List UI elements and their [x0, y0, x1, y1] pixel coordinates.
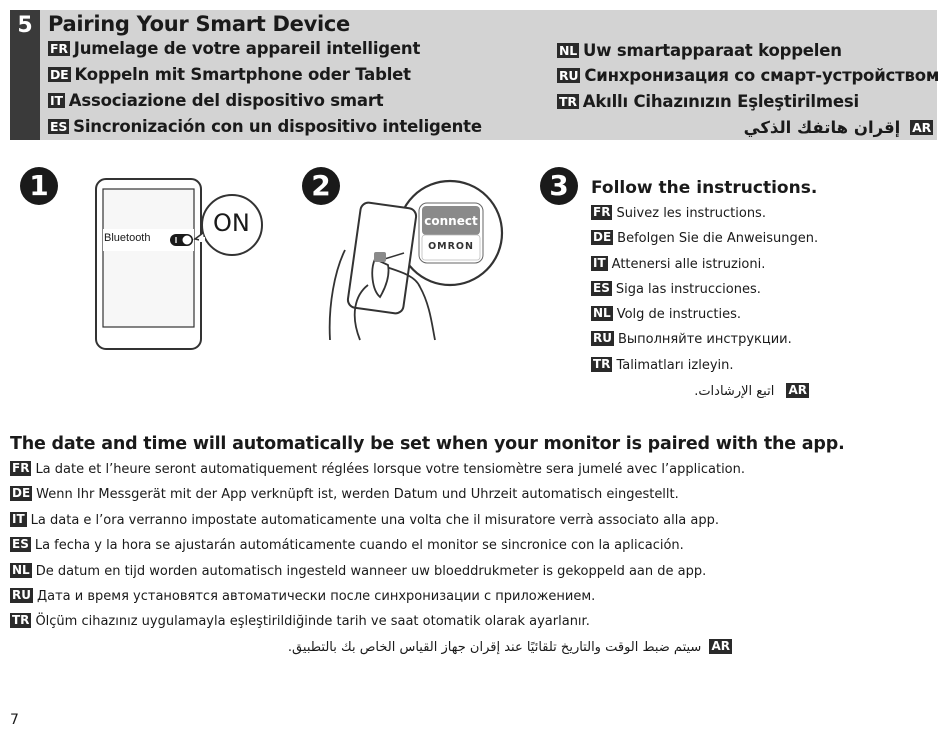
datetime-text: La data e l’ora verranno impostate automaticamente una volta che il misuratore verrà associato alla app. — [30, 513, 720, 528]
header-line-de — [48, 65, 411, 84]
datetime-line-nl — [10, 564, 706, 579]
language-badge: RU — [593, 331, 612, 345]
language-badge: AR — [711, 639, 730, 653]
phone-bluetooth-illustration — [90, 175, 270, 355]
header-line-text: Синхронизация со смарт-устройством — [584, 66, 940, 85]
instruction-ru — [591, 332, 792, 347]
language-badge: DE — [593, 230, 612, 244]
language-badge: IT — [12, 512, 25, 526]
datetime-text: La date et l’heure seront automatiquement réglées lorsque votre tensiomètre sera jumelé avec l’application. — [35, 462, 746, 477]
instruction-de — [591, 231, 818, 246]
header-line-text: Sincronización con un dispositivo inteligente — [73, 117, 482, 136]
language-badge: FR — [50, 41, 68, 56]
header-line-fr — [48, 39, 420, 58]
datetime-title: The date and time will automatically be set when your monitor is paired with the app. — [10, 434, 845, 454]
instruction-text: Выполняйте инструкции. — [617, 332, 792, 347]
instruction-ar — [694, 384, 809, 399]
language-badge: ES — [12, 537, 29, 551]
instruction-text: Attenersi alle istruzioni. — [611, 257, 766, 272]
step-number: 5 — [17, 13, 33, 38]
language-badge: ES — [593, 281, 610, 295]
language-badge: AR — [912, 120, 931, 135]
section-header — [10, 10, 940, 140]
instruction-es — [591, 282, 761, 297]
language-badge: FR — [593, 205, 611, 219]
language-badge: IT — [50, 93, 63, 108]
language-badge: FR — [12, 461, 30, 475]
step-3-number: 3 — [540, 167, 578, 205]
header-line-text: Koppeln mit Smartphone oder Tablet — [74, 65, 411, 84]
instruction-text: اتبع الإرشادات. — [694, 384, 775, 399]
connect-app-label: connect — [424, 214, 478, 228]
header-line-text: Akıllı Cihazınızın Eşleştirilmesi — [582, 92, 859, 111]
header-line-nl — [557, 41, 842, 60]
datetime-text: De datum en tijd worden automatisch ingesteld wanneer uw bloeddrukmeter is gekoppeld aan de app. — [35, 564, 707, 579]
language-badge: ES — [50, 119, 68, 134]
step-number-box — [10, 10, 40, 140]
header-line-text: Uw smartapparaat koppelen — [583, 41, 842, 60]
language-badge: TR — [12, 613, 30, 627]
page-number: 7 — [10, 712, 19, 728]
bluetooth-label: Bluetooth — [104, 232, 151, 244]
datetime-text: Дата и время установятся автоматически после синхронизации с приложением. — [36, 589, 596, 604]
datetime-line-de — [10, 487, 679, 502]
instruction-tr — [591, 358, 734, 373]
datetime-text: Ölçüm cihazınız uygulamayla eşleştirildiğinde tarih ve saat otomatik olarak ayarlanır. — [35, 614, 590, 629]
step-3-title: Follow the instructions. — [591, 178, 818, 198]
datetime-text: La fecha y la hora se ajustarán automáticamente cuando el monitor se sincronice con la aplicación. — [34, 538, 684, 553]
language-badge: RU — [559, 68, 579, 83]
language-badge: TR — [593, 357, 611, 371]
datetime-line-ru — [10, 589, 595, 604]
header-line-text: Associazione del dispositivo smart — [68, 91, 384, 110]
instruction-text: Siga las instrucciones. — [615, 282, 761, 297]
language-badge: TR — [559, 94, 577, 109]
header-line-text: إقران هاتفك الذكي — [743, 118, 901, 137]
instruction-text: Talimatları izleyin. — [616, 358, 734, 373]
language-badge: NL — [593, 306, 611, 320]
language-badge: AR — [788, 383, 807, 397]
hand-phone-tap-illustration — [320, 175, 520, 350]
on-label: ON — [213, 209, 250, 237]
language-badge: NL — [559, 43, 578, 58]
instruction-it — [591, 257, 765, 272]
instruction-text: Suivez les instructions. — [616, 206, 766, 221]
step-1-number: 1 — [20, 167, 58, 205]
instruction-nl — [591, 307, 741, 322]
datetime-text: Wenn Ihr Messgerät mit der App verknüpft ist, werden Datum und Uhrzeit automatisch eingestellt. — [36, 487, 679, 502]
header-line-es — [48, 117, 482, 136]
datetime-line-ar — [288, 640, 732, 655]
language-badge: DE — [12, 486, 31, 500]
language-badge: NL — [12, 563, 30, 577]
header-line-text: Jumelage de votre appareil intelligent — [73, 39, 421, 58]
header-line-it — [48, 91, 383, 110]
datetime-line-fr — [10, 462, 745, 477]
omron-logo: OMRON — [428, 241, 474, 252]
language-badge: RU — [12, 588, 31, 602]
header-line-ar — [744, 118, 933, 137]
instruction-text: Volg de instructies. — [616, 307, 741, 322]
section-title: Pairing Your Smart Device — [48, 12, 351, 36]
header-line-tr — [557, 92, 859, 111]
datetime-line-tr — [10, 614, 590, 629]
instruction-fr — [591, 206, 766, 221]
instruction-text: Befolgen Sie die Anweisungen. — [617, 231, 819, 246]
step-2-number: 2 — [302, 167, 340, 205]
datetime-line-es — [10, 538, 684, 553]
datetime-line-it — [10, 513, 719, 528]
datetime-text: سيتم ضبط الوقت والتاريخ تلقائيًا عند إقران جهاز القياس الخاص بك بالتطبيق. — [287, 640, 702, 655]
language-badge: DE — [50, 67, 69, 82]
header-line-ru — [557, 66, 939, 85]
language-badge: IT — [593, 256, 606, 270]
